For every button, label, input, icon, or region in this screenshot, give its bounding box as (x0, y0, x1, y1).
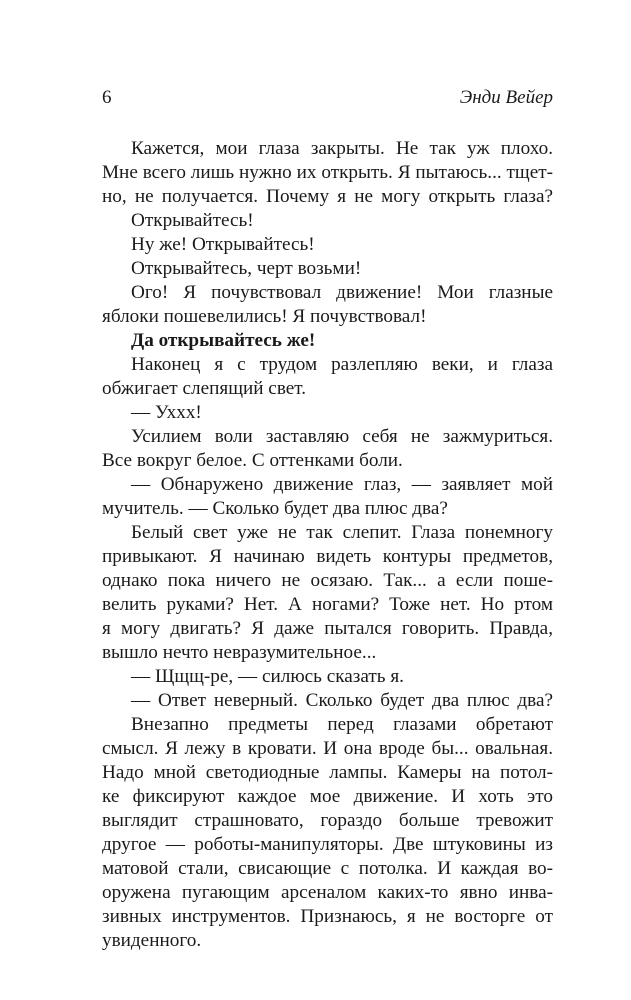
text-line: — Ответ неверный. Сколько будет два плюс два? (131, 690, 553, 711)
text-line: — Уххх! (131, 402, 202, 423)
text-line: Ого! Я почувствовал движение! Мои глазные (131, 282, 553, 303)
text-line: другое — роботы-манипуляторы. Две штуковины из (102, 834, 553, 855)
text-line: зивных инструментов. Признаюсь, я не восторге от (102, 906, 553, 927)
text-line: выглядит страшновато, гораздо больше тревожит (102, 810, 553, 831)
text-line: мучитель. — Сколько будет два плюс два? (102, 498, 448, 519)
text-line: обжигает слепящий свет. (102, 378, 307, 399)
text-line: Все вокруг белое. С оттенками боли. (102, 450, 403, 471)
text-line: Открывайтесь! (131, 210, 254, 231)
text-line: увиденного. (102, 930, 202, 951)
text-line: велить руками? Нет. А ногами? Тоже нет. Но ртом (102, 594, 553, 615)
text-line: Внезапно предметы перед глазами обретают (131, 714, 553, 735)
text-line: — Обнаружено движение глаз, — заявляет мой (131, 474, 553, 495)
text-line: Открывайтесь, черт возьми! (131, 258, 362, 279)
running-head: Энди Вейер (459, 87, 553, 108)
text-line: яблоки пошевелились! Я почувствовал! (102, 306, 427, 327)
body-text (102, 137, 553, 953)
text-line: — Щщщ-ре, — силюсь сказать я. (131, 666, 404, 687)
text-line: однако пока ничего не осязаю. Так... а если поше- (102, 570, 553, 591)
text-line: Белый свет уже не так слепит. Глаза понемногу (131, 522, 553, 543)
text-line: матовой стали, свисающие с потолка. И каждая во- (102, 858, 553, 879)
text-line: Усилием воли заставляю себя не зажмуриться. (131, 426, 553, 447)
text-line: Кажется, мои глаза закрыты. Не так уж плохо. (131, 138, 553, 159)
text-line: привыкают. Я начинаю видеть контуры предметов, (102, 546, 553, 567)
text-line: оружена пугающим арсеналом каких-то явно инва- (102, 882, 553, 903)
text-line: я могу двигать? Я даже пытался говорить. Правда, (102, 618, 553, 639)
text-line: ке фиксируют каждое мое движение. И хоть это (102, 786, 553, 807)
text-line: вышло нечто невразумительное... (102, 642, 377, 663)
text-line: но, не получается. Почему я не могу открыть глаза? (102, 186, 553, 207)
text-line: Ну же! Открывайтесь! (131, 234, 315, 255)
text-line: Надо мной светодиодные лампы. Камеры на потол- (102, 762, 553, 783)
text-line: Мне всего лишь нужно их открыть. Я пытаюсь... тщет- (102, 162, 553, 183)
text-line: Наконец я с трудом разлепляю веки, и глаза (131, 354, 553, 375)
page-number: 6 (102, 87, 112, 108)
text-line: смысл. Я лежу в кровати. И она вроде бы... овальная. (102, 738, 553, 759)
text-line: Да открывайтесь же! (131, 330, 316, 351)
